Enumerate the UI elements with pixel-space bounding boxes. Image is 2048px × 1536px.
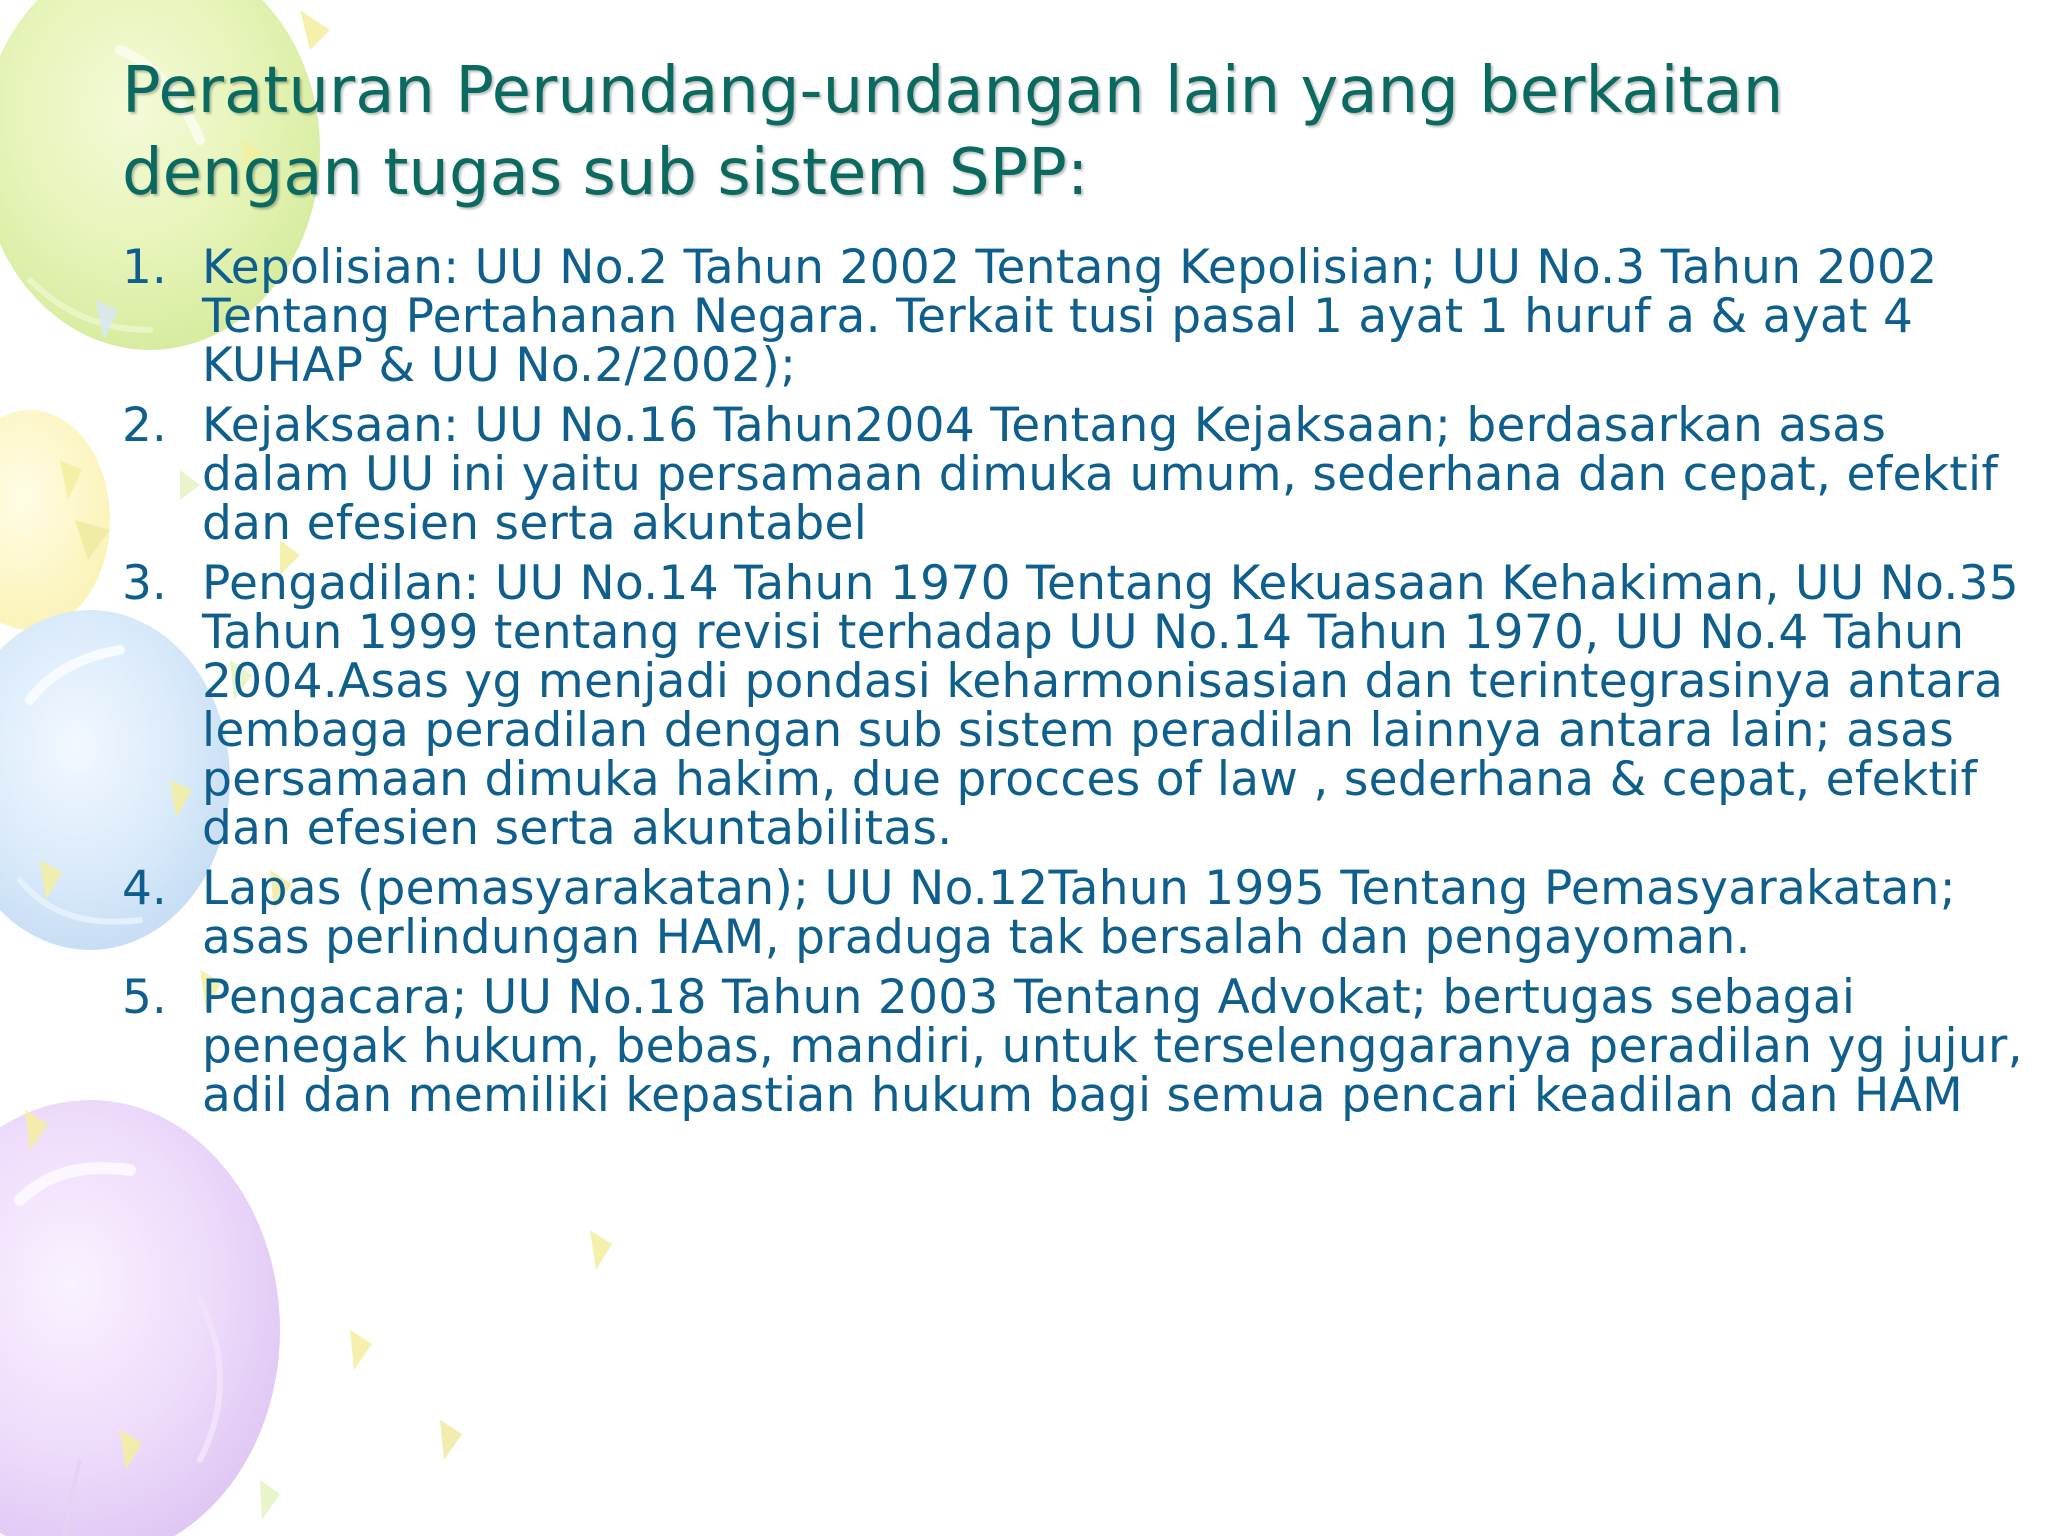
- list-item: [122, 970, 2040, 1123]
- list-item: [122, 556, 2040, 856]
- list-item-number: 2.: [122, 398, 167, 453]
- list-item: [122, 240, 2040, 393]
- list-item: [122, 398, 2040, 551]
- list-item-number: 1.: [122, 240, 167, 295]
- list-item-number: 4.: [122, 861, 167, 916]
- list-item-number: 3.: [122, 556, 167, 611]
- list-item-text: Lapas (pemasyarakatan); UU No.12Tahun 1995 Tentang Pemasyarakatan; asas perlindungan HAM, praduga tak bersalah dan pengayoman.: [202, 861, 1956, 965]
- numbered-list: [122, 240, 2040, 1131]
- list-item-text: Pengacara; UU No.18 Tahun 2003 Tentang Advokat; bertugas sebagai penegak hukum, bebas, mandiri, untuk terselenggaranya peradilan yg jujur, adil dan memiliki kepastian hukum bagi semua pencari keadilan dan HAM: [202, 970, 2023, 1123]
- slide-title: Peraturan Perundang-undangan lain yang berkaitan dengan tugas sub sistem SPP:: [122, 54, 1784, 210]
- list-item-text: Kejaksaan: UU No.16 Tahun2004 Tentang Kejaksaan; berdasarkan asas dalam UU ini yaitu persamaan dimuka umum, sederhana dan cepat, efektif dan efesien serta akuntabel: [202, 398, 1999, 551]
- list-item: [122, 861, 2040, 965]
- list-item-text: Pengadilan: UU No.14 Tahun 1970 Tentang Kekuasaan Kehakiman, UU No.35 Tahun 1999 tentang revisi terhadap UU No.14 Tahun 1970, UU No.4 Tahun 2004.Asas yg menjadi pondasi keharmonisasian dan terintegrasinya antara lembaga peradilan dengan sub sistem peradilan lainnya antara lain; asas persamaan dimuka hakim, due procces of law , sederhana & cepat, efektif dan efesien serta akuntabilitas.: [202, 556, 2020, 856]
- list-item-text: Kepolisian: UU No.2 Tahun 2002 Tentang Kepolisian; UU No.3 Tahun 2002 Tentang Pertahanan Negara. Terkait tusi pasal 1 ayat 1 huruf a & ayat 4 KUHAP & UU No.2/2002);: [202, 240, 1938, 393]
- list-item-number: 5.: [122, 970, 167, 1025]
